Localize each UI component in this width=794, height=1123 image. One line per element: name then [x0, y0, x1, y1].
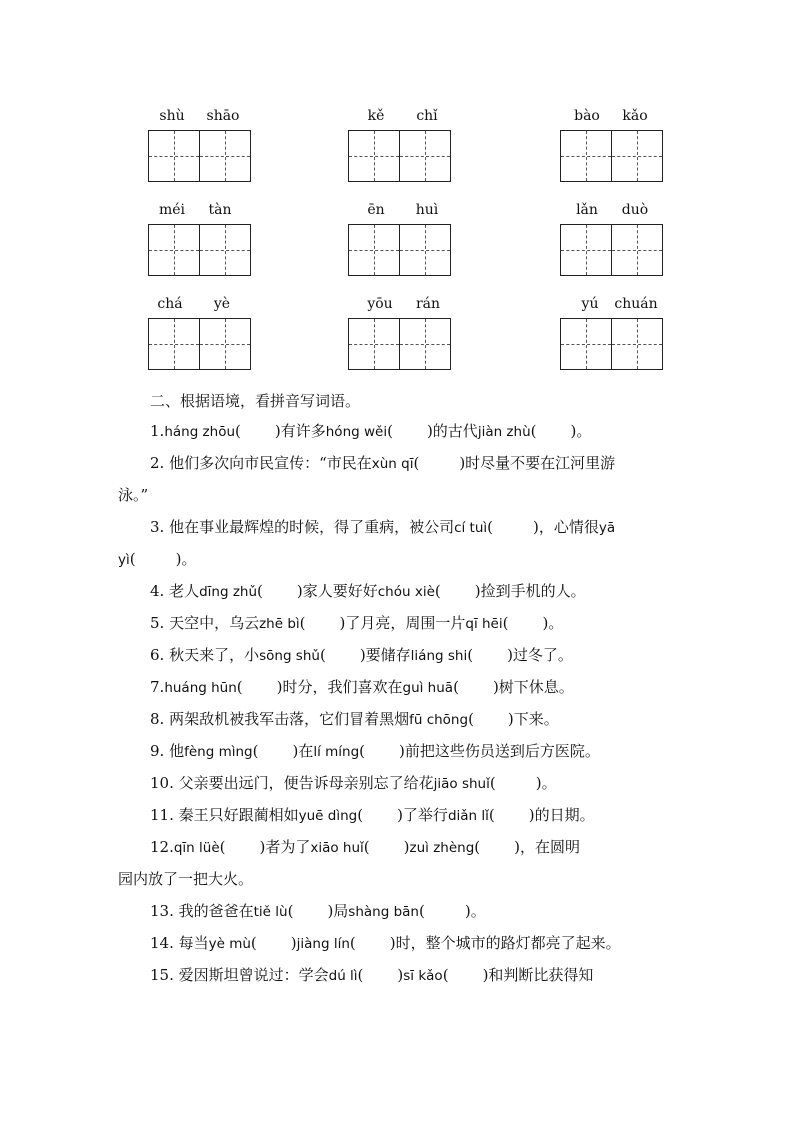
pinyin: kǎo [622, 108, 648, 124]
writing-cell[interactable] [199, 130, 251, 182]
pinyin-row [348, 202, 450, 222]
pinyin: duò [621, 202, 649, 218]
question-7: 7.huáng hūn( )时分，我们喜欢在guì huā( )树下休息。 [150, 678, 574, 696]
pinyin-row [148, 108, 250, 128]
question-3: 3. 他在事业最辉煌的时候，得了重病，被公司cí tuì( )，心情很yā [150, 518, 616, 536]
pinyin-row [560, 202, 662, 222]
pinyin: chuán [614, 296, 658, 312]
pinyin-row [560, 108, 662, 128]
writing-cell[interactable] [399, 130, 451, 182]
pinyin: bào [574, 108, 600, 124]
pinyin-row [560, 296, 662, 316]
pinyin: shāo [206, 108, 240, 124]
writing-cell[interactable] [148, 130, 200, 182]
writing-cell[interactable] [399, 224, 451, 276]
question-12-continued: 园内放了一把大火。 [118, 870, 254, 888]
question-3-continued: yì( )。 [118, 550, 197, 568]
question-12: 12.qīn lüè( )者为了xiāo huǐ( )zuì zhèng( )，在圆明 [150, 838, 580, 856]
pinyin-row [148, 202, 250, 222]
pinyin: shù [159, 108, 185, 124]
writing-cell[interactable] [560, 130, 612, 182]
pinyin: lǎn [576, 202, 598, 218]
question-10: 10. 父亲要出远门，便告诉母亲别忘了给花jiāo shuǐ( )。 [150, 774, 557, 792]
pinyin: kě [367, 108, 385, 124]
writing-cell[interactable] [399, 318, 451, 370]
writing-cell[interactable] [199, 318, 251, 370]
pinyin: tàn [208, 202, 232, 218]
writing-cell[interactable] [611, 224, 663, 276]
question-2: 2. 他们多次向市民宣传：“市民在xùn qī( )时尽量不要在江河里游 [150, 454, 616, 472]
question-1: 1.háng zhōu( )有许多hóng wěi( )的古代jiàn zhù( )。 [150, 422, 592, 440]
pinyin-row [348, 296, 450, 316]
pinyin: chǐ [416, 108, 438, 124]
writing-cell[interactable] [148, 224, 200, 276]
pinyin: ēn [367, 202, 385, 218]
question-9: 9. 他fèng mìng( )在lí míng( )前把这些伤员送到后方医院。 [150, 742, 600, 760]
question-15: 15. 爱因斯坦曾说过：学会dú lì( )sī kǎo( )和判断比获得知 [150, 966, 594, 984]
pinyin: yōu [367, 296, 393, 312]
question-4: 4. 老人dīng zhǔ( )家人要好好chóu xiè( )捡到手机的人。 [150, 582, 586, 600]
question-14: 14. 每当yè mù( )jiàng lín( )时，整个城市的路灯都亮了起来。 [150, 934, 621, 952]
writing-cell[interactable] [611, 130, 663, 182]
question-2-continued: 泳。” [118, 486, 149, 504]
writing-cell[interactable] [148, 318, 200, 370]
question-11: 11. 秦王只好跟蔺相如yuē dìng( )了举行diǎn lǐ( )的日期。 [150, 806, 595, 824]
question-6: 6. 秋天来了，小sōng shǔ( )要储存liáng shi( )过冬了。 [150, 646, 573, 664]
pinyin: méi [158, 202, 186, 218]
writing-cell[interactable] [348, 318, 400, 370]
writing-cell[interactable] [348, 130, 400, 182]
writing-cell[interactable] [560, 224, 612, 276]
question-13: 13. 我的爸爸在tiě lù( )局shàng bān( )。 [150, 902, 486, 920]
writing-cell[interactable] [348, 224, 400, 276]
question-5: 5. 天空中，乌云zhē bì( )了月亮，周围一片qī hēi( )。 [150, 614, 564, 632]
pinyin: yú [581, 296, 599, 312]
pinyin: yè [213, 296, 231, 312]
pinyin: rán [415, 296, 441, 312]
pinyin: chá [157, 296, 183, 312]
question-8: 8. 两架敌机被我军击落，它们冒着黑烟fū chōng( )下来。 [150, 710, 559, 728]
writing-cell[interactable] [611, 318, 663, 370]
pinyin-row [348, 108, 450, 128]
tianzige-grid [0, 0, 794, 380]
section-title: 二、根据语境，看拼音写词语。 [150, 392, 361, 410]
writing-cell[interactable] [199, 224, 251, 276]
pinyin: huì [415, 202, 439, 218]
pinyin-row [148, 296, 250, 316]
writing-cell[interactable] [560, 318, 612, 370]
